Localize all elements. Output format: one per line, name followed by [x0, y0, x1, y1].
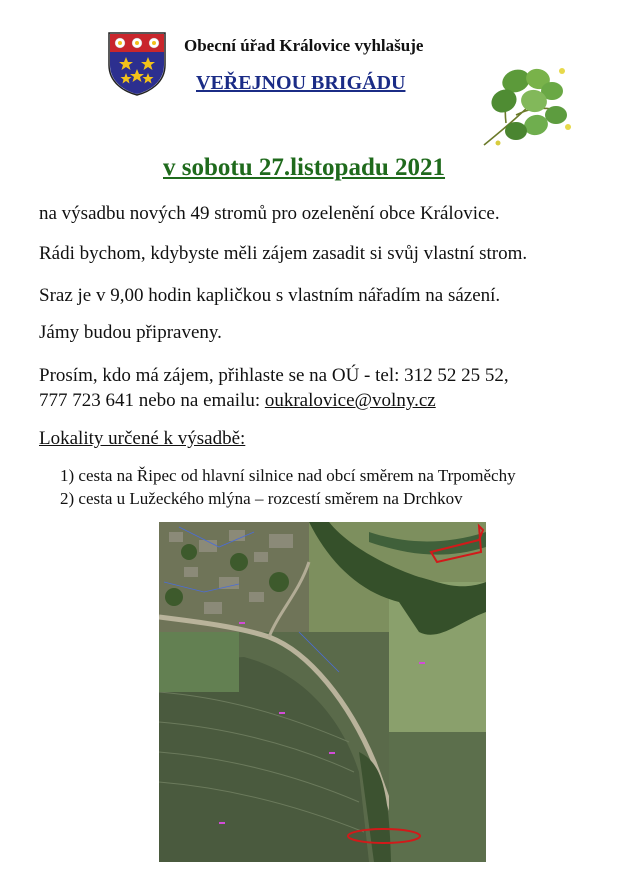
leaf-branch-icon: [476, 57, 576, 157]
event-date: v sobotu 27.listopadu 2021: [163, 154, 446, 181]
localities-heading: Lokality určené k výsadbě:: [39, 428, 246, 449]
coat-of-arms-icon: [107, 31, 167, 97]
aerial-map-image: [159, 522, 486, 862]
locality-item: 1) cesta na Řipec od hlavní silnice nad obcí směrem na Trpoměchy: [60, 466, 516, 485]
locality-item: 2) cesta u Lužeckého mlýna – rozcestí směrem na Drchkov: [60, 489, 463, 508]
paragraph-meeting: Sraz je v 9,00 hodin kapličkou s vlastním nářadím na sázení.: [39, 285, 501, 306]
contact-phone-line: Prosím, kdo má zájem, přihlaste se na OÚ - tel: 312 52 25 52,: [39, 365, 509, 386]
paragraph-holes: Jámy budou připraveny.: [39, 322, 222, 343]
contact-email-line: [39, 388, 509, 413]
email-link[interactable]: oukralovice@volny.cz: [264, 390, 436, 411]
paragraph-contact: [39, 363, 509, 413]
contact-email-prefix: 777 723 641 nebo na emailu:: [39, 390, 265, 411]
page-title: VEŘEJNOU BRIGÁDU: [196, 72, 406, 94]
paragraph-invite: Rádi bychom, kdybyste měli zájem zasadit si svůj vlastní strom.: [39, 243, 528, 264]
office-announcement: Obecní úřad Královice vyhlašuje: [184, 36, 424, 55]
paragraph-planting: na výsadbu nových 49 stromů pro ozelenění obce Královice.: [39, 203, 500, 224]
